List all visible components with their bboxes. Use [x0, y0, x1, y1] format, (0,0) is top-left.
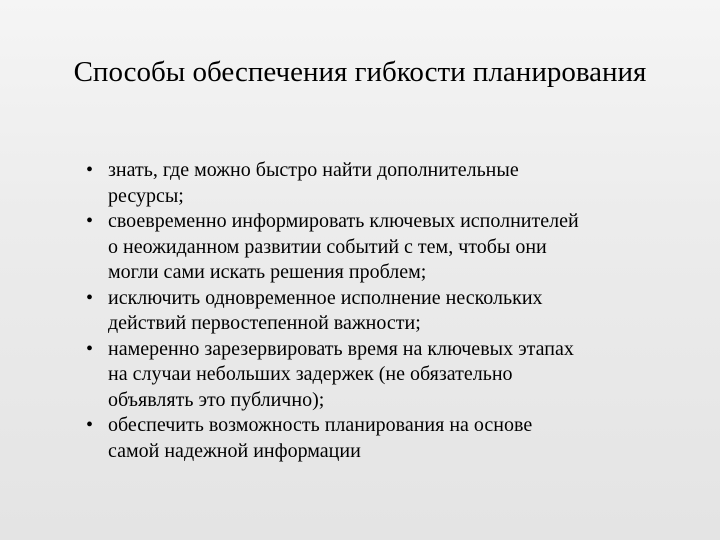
bullet-text-3: исключить одновременное исполнение нескольких действий первостепенной важности; [108, 286, 543, 334]
bullet-text-5: обеспечить возможность планирования на основе самой надежной информации [108, 414, 533, 462]
bullet-item-2 [86, 209, 686, 286]
bullet-text-4: намеренно зарезервировать время на ключевых этапах на случаи небольших задержек (не обязательно объявлять это публично); [108, 337, 574, 411]
bullet-text-1: знать, где можно быстро найти дополнительные ресурсы; [108, 159, 519, 207]
bullet-item-1 [86, 158, 686, 209]
bullet-text-2: своевременно информировать ключевых исполнителей о неожиданном развитии событий с тем, чтобы они могли сами искать решения проблем; [108, 210, 579, 283]
bullet-item-5 [86, 413, 686, 464]
bullet-marker: • [86, 337, 94, 360]
bullet-marker: • [86, 210, 94, 232]
bullet-item-4 [86, 337, 686, 414]
bullet-item-3 [86, 286, 686, 337]
slide-title: Способы обеспечения гибкости планирования [73, 56, 647, 88]
bullet-marker: • [86, 286, 94, 309]
bullet-list [86, 158, 686, 464]
bullet-marker: • [86, 414, 94, 436]
bullet-marker: • [86, 159, 94, 181]
